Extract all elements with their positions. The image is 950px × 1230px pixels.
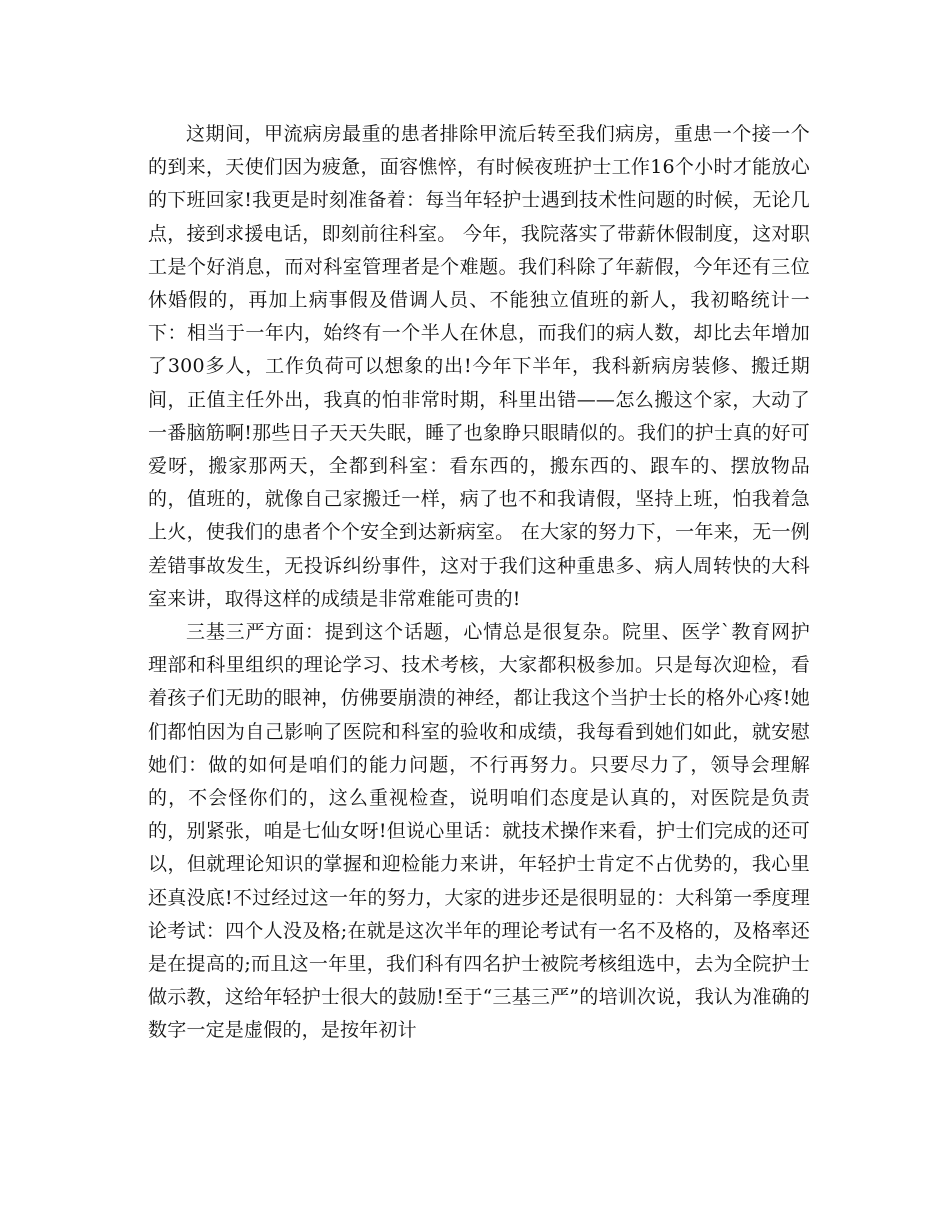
paragraph-2: 三基三严方面：提到这个话题，心情总是很复杂。院里、医学`教育网护理部和科里组织的理论学习、技术考核，大家都积极参加。只是每次迎检，看着孩子们无助的眼神，仿佛要崩溃的神经，都让我这个当护士长的格外心疼!她们都怕因为自己影响了医院和科室的验收和成绩，我每看到她们如此，就安慰她们：做的如何是咱们的能力问题，不行再努力。只要尽力了，领导会理解的，不会怪你们的，这么重视检查，说明咱们态度是认真的，对医院是负责的，别紧张，咱是七仙女呀!但说心里话：就技术操作来看，护士们完成的还可以，但就理论知识的掌握和迎检能力来讲，年轻护士肯定不占优势的，我心里还真没底!不过经过这一年的努力，大家的进步还是很明显的：大科第一季度理论考试：四个人没及格;在就是这次半年的理论考试有一名不及格的，及格率还是在提高的;而且这一年里，我们科有四名护士被院考核组选中，去为全院护士做示教，这给年轻护士很大的鼓励!至于“三基三严”的培训次说，我认为准确的数字一定是虚假的，是按年初计 — [148, 621, 810, 1042]
paragraph-1: 这期间，甲流病房最重的患者排除甲流后转至我们病房，重患一个接一个的到来，天使们因为疲惫，面容憔悴，有时候夜班护士工作16个小时才能放心的下班回家!我更是时刻准备着：每当年轻护士遇到技术性问题的时候，无论几点，接到求援电话，即刻前往科室。 今年，我院落实了带薪休假制度，这对职工是个好消息，而对科室管理者是个难题。我们科除了年薪假，今年还有三位休婚假的，再加上病事假及借调人员、不能独立值班的新人，我初略统计一下：相当于一年内，始终有一个半人在休息，而我们的病人数，却比去年增加了300多人，工作负荷可以想象的出!今年下半年，我科新病房装修、搬迁期间，正值主任外出，我真的怕非常时期，科里出错——怎么搬这个家，大动了一番脑筋啊!那些日子天天失眠，睡了也象睁只眼睛似的。我们的护士真的好可爱呀，搬家那两天，全都到科室：看东西的，搬东西的、跟车的、摆放物品的，值班的，就像自己家搬迁一样，病了也不和我请假，坚持上班，怕我着急上火，使我们的患者个个安全到达新病室。 在大家的努力下，一年来，无一例差错事故发生，无投诉纠纷事件，这对于我们这种重患多、病人周转快的大科室来讲，取得这样的成绩是非常难能可贵的! — [148, 123, 810, 610]
document-body — [148, 118, 810, 1048]
